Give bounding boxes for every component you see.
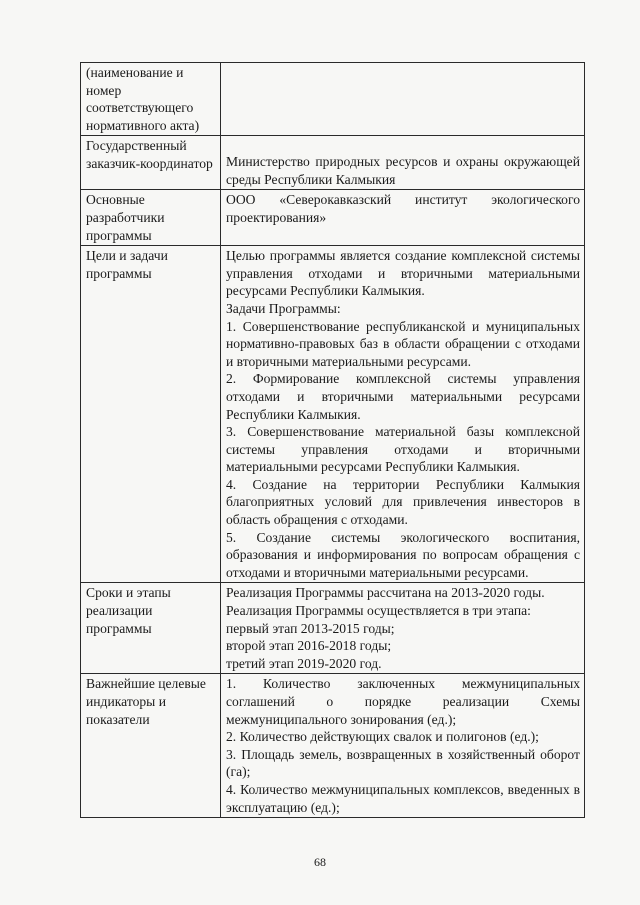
content-paragraph: 2. Количество действующих свалок и полигонов (ед.);	[226, 729, 539, 745]
content-paragraph: третий этап 2019-2020 год.	[226, 655, 382, 671]
content-paragraph: первый этап 2013-2015 годы;	[226, 620, 395, 636]
row-label: Сроки и этапы реализации программы	[81, 583, 221, 674]
table-row	[81, 136, 585, 190]
row-content	[221, 136, 585, 190]
row-content	[221, 583, 585, 674]
row-content	[221, 674, 585, 818]
content-paragraph: Реализация Программы рассчитана на 2013-2020 годы.	[226, 585, 545, 601]
page-number: 68	[314, 855, 326, 869]
content-paragraph: 1. Совершенствование республиканской и муниципальных нормативно-правовых баз в области обращении с отходами и вторичными материальными ресурсами.	[226, 318, 580, 369]
content-paragraph: 4. Количество межмуниципальных комплексов, введенных в эксплуатацию (ед.);	[226, 781, 580, 815]
content-paragraph: 1. Количество заключенных межмуниципальных соглашений о порядке реализации Схемы межмуниципального зонирования (ед.);	[226, 676, 580, 727]
content-paragraph: второй этап 2016-2018 годы;	[226, 638, 392, 654]
table-row	[81, 63, 585, 136]
content-paragraph: 4. Создание на территории Республики Калмыкия благоприятных условий для привлечения инвесторов в область обращения с отходами.	[226, 476, 580, 528]
row-label: (наименование и номер соответствующего нормативного акта)	[81, 63, 221, 136]
content-paragraph: Министерство природных ресурсов и охраны окружающей среды Республики Калмыкия	[226, 154, 580, 187]
row-content	[221, 246, 585, 583]
content-paragraph: 5. Создание системы экологического воспитания, образования и информирования по вопросам обращения с отходами и вторичными материальными ресурсами.	[226, 529, 580, 580]
content-paragraph: Реализация Программы осуществляется в три этапа:	[226, 603, 531, 619]
table-row	[81, 246, 585, 583]
table-row	[81, 583, 585, 674]
row-content	[221, 63, 585, 136]
content-paragraph: Задачи Программы:	[226, 300, 341, 316]
row-content	[221, 190, 585, 246]
row-label: Важнейшие целевые индикаторы и показатели	[81, 674, 221, 818]
content-paragraph: ООО «Северокавказский институт экологического проектирования»	[226, 192, 580, 225]
program-passport-table	[80, 62, 585, 818]
content-paragraph: 2. Формирование комплексной системы управления отходами и вторичными материальными ресурсами Республики Калмыкия.	[226, 371, 580, 422]
row-label: Цели и задачи программы	[81, 246, 221, 583]
content-paragraph: Целью программы является создание комплексной системы управления отходами и вторичными материальными ресурсами Республики Калмыкия.	[226, 248, 580, 299]
content-paragraph: 3. Совершенствование материальной базы комплексной системы управления отходами и вторичными материальными ресурсами Республики Калмыкия.	[226, 424, 580, 475]
row-label: Государственный заказчик-координатор	[81, 136, 221, 190]
table-row	[81, 190, 585, 246]
table-row	[81, 674, 585, 818]
content-paragraph: 3. Площадь земель, возвращенных в хозяйственный оборот (га);	[226, 746, 580, 780]
row-label: Основные разработчики программы	[81, 190, 221, 246]
